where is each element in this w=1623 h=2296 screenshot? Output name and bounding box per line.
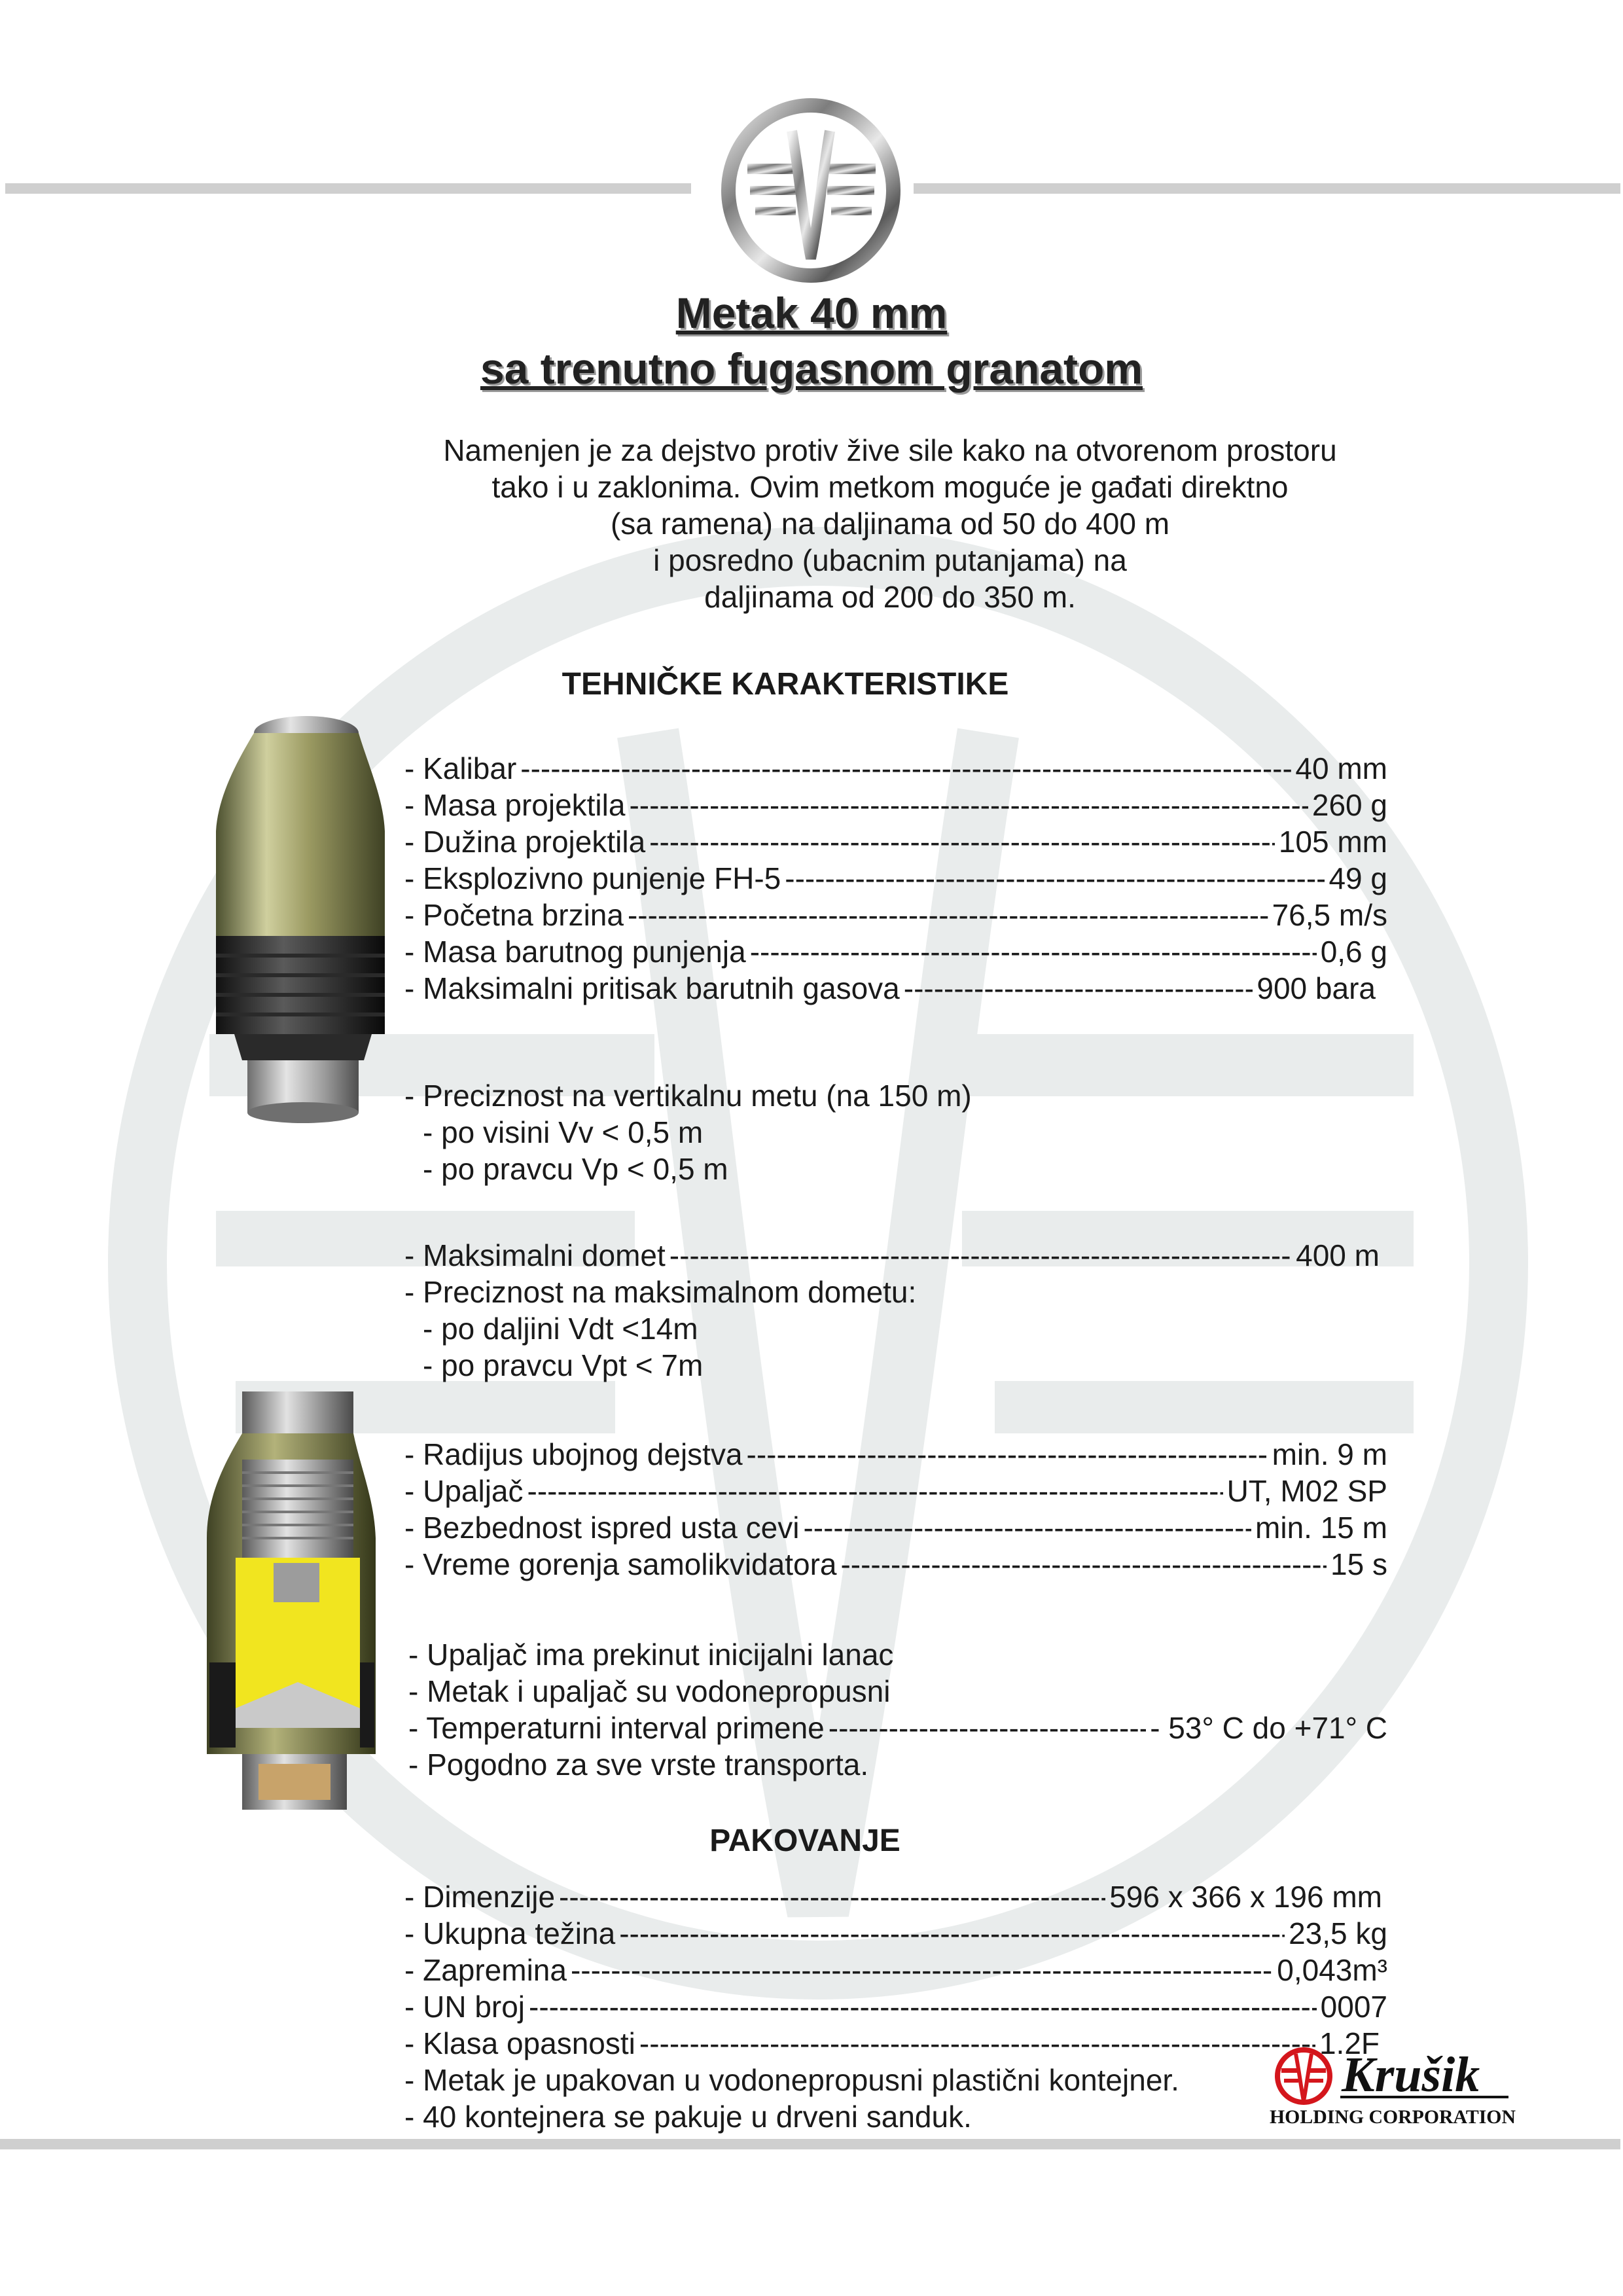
krusik-brand-logo: [1270, 2042, 1518, 2127]
packing-heading: PAKOVANJE: [709, 1823, 901, 1858]
specs-block-2: [404, 1436, 1387, 1583]
spec-row: - Kalibar ----- 40 mm: [404, 750, 1387, 787]
spec-row: - UN broj ----- 0007: [404, 1988, 1387, 2025]
company-logo-emblem: [719, 98, 903, 283]
header-rule-left: [5, 183, 691, 194]
intro-line: daljinama od 200 do 350 m.: [704, 580, 1076, 614]
specs-block-1: [404, 750, 1387, 1007]
precision-sub: - po pravcu Vp < 0,5 m: [423, 1152, 728, 1186]
intro-line: tako i u zaklonima. Ovim metkom moguće je gađati direktno: [491, 470, 1289, 504]
spec-row: - Ukupna težina ----- 23,5 kg: [404, 1915, 1387, 1952]
intro-line: Namenjen je za dejstvo protiv žive sile kako na otvorenom prostoru: [443, 433, 1337, 467]
features-block: [408, 1636, 1387, 1783]
packing-block: [404, 1878, 1387, 2135]
tech-characteristics-heading: TEHNIČKE KARAKTERISTIKE: [562, 667, 1009, 702]
projectile-cutaway-photo: [196, 1388, 386, 1820]
intro-line: i posredno (ubacnim putanjama) na: [653, 543, 1127, 577]
page-title-line-1: Metak 40 mm: [675, 289, 948, 337]
spec-row: - Maksimalni domet ----- 400 m: [404, 1237, 1380, 1274]
spec-row: - Upaljač ----- UT, M02 SP: [404, 1473, 1387, 1509]
feature-line: - Upaljač ima prekinut inicijalni lanac: [408, 1638, 894, 1672]
spec-row: - Zapremina ----- 0,043m³: [404, 1952, 1387, 1988]
range-precision-sub: - po pravcu Vpt < 7m: [423, 1348, 704, 1382]
spec-row: - Masa barutnog punjenja ----- 0,6 g: [404, 933, 1387, 970]
brand-subtitle: HOLDING CORPORATION: [1270, 2106, 1516, 2127]
footer-rule: [0, 2139, 1620, 2149]
pack-note-line: - Metak je upakovan u vodonepropusni plastični kontejner.: [404, 2063, 1179, 2097]
spec-row: - Eksplozivno punjenje FH-5 ----- 49 g: [404, 860, 1387, 897]
spec-row: - Masa projektila ----- 260 g: [404, 787, 1387, 823]
intro-line: (sa ramena) na daljinama od 50 do 400 m: [610, 507, 1170, 541]
precision-vertical-block: [404, 1077, 1387, 1187]
spec-row: - Klasa opasnosti ----- 1.2F: [404, 2025, 1380, 2062]
spec-row: - Početna brzina ----- 76,5 m/s: [404, 897, 1387, 933]
spec-row: - Dimenzije ----- 596 x 366 x 196 mm: [404, 1878, 1382, 1915]
range-block: [404, 1237, 1387, 1384]
spec-row: - Temperaturni interval primene ----- - 53° C do +71° C: [408, 1710, 1387, 1746]
spec-row: - Radijus ubojnog dejstva ----- min. 9 m: [404, 1436, 1387, 1473]
feature-line: - Pogodno za sve vrste transporta.: [408, 1748, 869, 1782]
projectile-exterior-photo: [208, 707, 398, 1126]
precision-sub: - po visini Vv < 0,5 m: [423, 1115, 704, 1149]
spec-row: - Bezbednost ispred usta cevi ----- min. 15 m: [404, 1509, 1387, 1546]
spec-row: - Dužina projektila ----- 105 mm: [404, 823, 1387, 860]
spec-row: - Maksimalni pritisak barutnih gasova ----- 900 bara: [404, 970, 1376, 1007]
page-title-line-2: sa trenutno fugasnom granatom: [480, 344, 1143, 393]
brand-name: Krušik: [1342, 2047, 1480, 2102]
pack-note-line: - 40 kontejnera se pakuje u drveni sanduk.: [404, 2100, 972, 2134]
spec-row: - Vreme gorenja samolikvidatora ----- 15 s: [404, 1546, 1387, 1583]
range-precision-sub: - po daljini Vdt <14m: [423, 1312, 698, 1346]
precision-line: - Preciznost na vertikalnu metu (na 150 m): [404, 1079, 972, 1113]
feature-line: - Metak i upaljač su vodonepropusni: [408, 1674, 891, 1708]
intro-paragraph: [353, 432, 1427, 615]
range-precision-line: - Preciznost na maksimalnom dometu:: [404, 1275, 917, 1309]
header-rule-right: [914, 183, 1620, 194]
